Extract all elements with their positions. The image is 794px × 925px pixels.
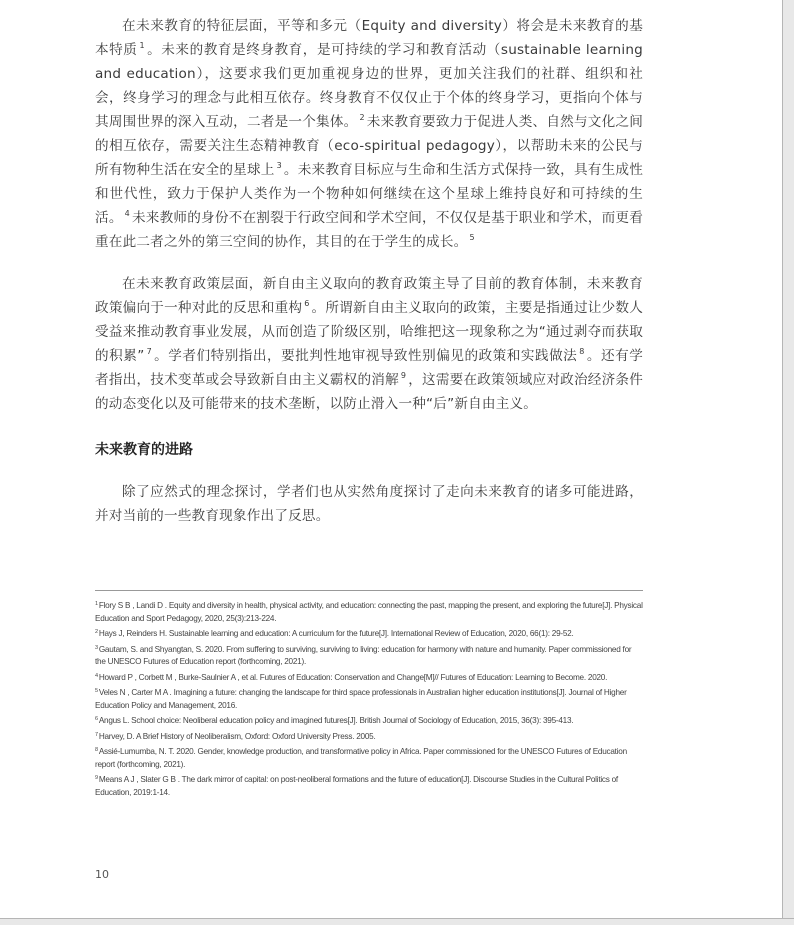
text: 未来教师的身份不在割裂于行政空间和学术空间，不仅仅是基于职业和学术，而更看重在此二者之外的第三空间的协作，其目的在于学生的成长。	[95, 210, 643, 250]
footnote	[95, 746, 643, 771]
footnote	[95, 774, 643, 799]
footnote-ref[interactable]: 9	[400, 371, 407, 380]
paragraph-equity	[95, 14, 643, 254]
text: 在未来教育的特征层面，平等和多元（Equity and diversity）将会是未来教育的基本特质	[95, 18, 643, 58]
footnote	[95, 628, 643, 641]
footnote-divider	[95, 590, 643, 591]
footnote-ref[interactable]: 2	[359, 113, 365, 122]
footnote	[95, 731, 643, 744]
footnote-number: 4	[95, 672, 98, 679]
footnote-number: 6	[95, 716, 98, 722]
footnote	[95, 687, 643, 712]
footnote-text: Hays J, Reinders H. Sustainable learning and education: A curriculum for the future[J]. International Review of Education, 2020, 66(1): 29-52.	[98, 629, 574, 638]
footnote-ref[interactable]: 5	[469, 233, 475, 242]
footnote	[95, 715, 643, 728]
text: 。未来教育目标应与生命和生活方式保持一致，具有生成性和世代性，致力于保护人类作为一个物种如何继续在这个星球上维持良好和可持续的生活。	[95, 162, 643, 226]
footnote-ref[interactable]: 7	[146, 347, 152, 356]
footnote-number: 5	[95, 688, 98, 694]
footnote-text: Veles N , Carter M A . Imagining a future: changing the landscape for third space professionals in Australian higher education institutions[J]. Journal of Higher Education Policy and Management, 2016.	[95, 688, 627, 710]
text: 。未来的教育是终身教育，是可持续的学习和教育活动（sustainable learning and education），这要求我们更加重视身边的世界，更加关注我们的社群、组织和社会，终身学习的理念与此相互依存。终身教育不仅仅止于个体的终身学习，更指向个体与其周围世界的深入互动，二者是一个集体。	[95, 42, 643, 130]
page-number: 10	[95, 868, 109, 881]
footnote	[95, 672, 643, 685]
footnote-ref[interactable]: 8	[579, 347, 585, 356]
footnote-ref[interactable]: 4	[124, 209, 130, 218]
text: 。所谓新自由主义取向的政策，主要是指通过让少数人受益来推动教育事业发展，从而创造了阶级区别，哈维把这一现象称之为“通过剥夺而获取的积累”	[95, 300, 643, 364]
paragraph-pathways: 除了应然式的理念探讨，学者们也从实然角度探讨了走向未来教育的诸多可能进路，并对当前的一些教育现象作出了反思。	[95, 484, 643, 524]
footnote-number: 2	[95, 629, 98, 635]
text: 未来教育要致力于促进人类、自然与文化之间的相互依存，需要关注生态精神教育（eco-spiritual pedagogy），以帮助未来的公民与所有物种生活在安全的星球上	[95, 114, 643, 178]
footnote-number: 3	[95, 644, 98, 651]
footnote-ref[interactable]: 6	[304, 299, 310, 308]
main-content	[95, 14, 643, 528]
text: 在未来教育政策层面，新自由主义取向的教育政策主导了目前的教育体制，未来教育政策偏向于一种对此的反思和重构	[95, 276, 643, 316]
footnote-text: Howard P , Corbett M , Burke-Saulnier A , et al. Futures of Education: Conservation and Change[M]// Futures of Education: Learning to Become. 2020.	[98, 672, 608, 682]
footnote	[95, 600, 643, 625]
footnote-text: Flory S B , Landi D . Equity and diversity in health, physical activity, and education: connecting the past, mapping the present, and exploring the future[J]. Physical Education and Sport Pedagogy, 2020, 25(3):213-224.	[95, 601, 643, 623]
footnote-text: Harvey, D. A Brief History of Neoliberalism, Oxford: Oxford University Press. 2005.	[98, 731, 376, 741]
text: 。学者们特别指出，要批判性地审视导致性别偏见的政策和实践做法	[153, 348, 578, 364]
footnote	[95, 644, 643, 669]
footnote-text: Angus L. School choice: Neoliberal education policy and imagined futures[J]. British Journal of Sociology of Education, 2015, 36(3): 395-413.	[98, 716, 574, 725]
footnote-ref[interactable]: 3	[276, 161, 282, 170]
footnotes	[95, 600, 643, 802]
page-edge-right	[782, 0, 794, 924]
footnote-text: Gautam, S. and Shyangtan, S. 2020. From suffering to surviving, surviving to living: education for harmony with nature and humanity. Paper commissioned for the UNESCO Futures of Education report (forthcoming, 2021).	[95, 644, 632, 666]
footnote-text: Means A J , Slater G B . The dark mirror of capital: on post-neoliberal formations and the future of education[J]. Discourse Studies in the Cultural Politics of Education, 2019:1-14.	[95, 775, 618, 797]
footnote-number: 1	[95, 601, 98, 607]
section-heading: 未来教育的进路	[95, 442, 193, 458]
paragraph-policy	[95, 272, 643, 416]
footnote-number: 9	[95, 775, 98, 781]
text: ，这需要在政策领域应对政治经济条件的动态变化以及可能带来的技术垄断，以防止滑入一种“后”新自由主义。	[95, 372, 643, 412]
footnote-number: 8	[95, 747, 98, 753]
footnote-text: Assié-Lumumba, N. T. 2020. Gender, knowledge production, and transformative policy in Africa. Paper commissioned for the UNESCO Futures of Education report (forthcoming, 2021).	[95, 747, 627, 769]
text: 。还有学者指出，技术变革或会导致新自由主义霸权的消解	[95, 348, 643, 388]
footnote-number: 7	[95, 731, 98, 738]
footnote-ref[interactable]: 1	[139, 41, 145, 50]
